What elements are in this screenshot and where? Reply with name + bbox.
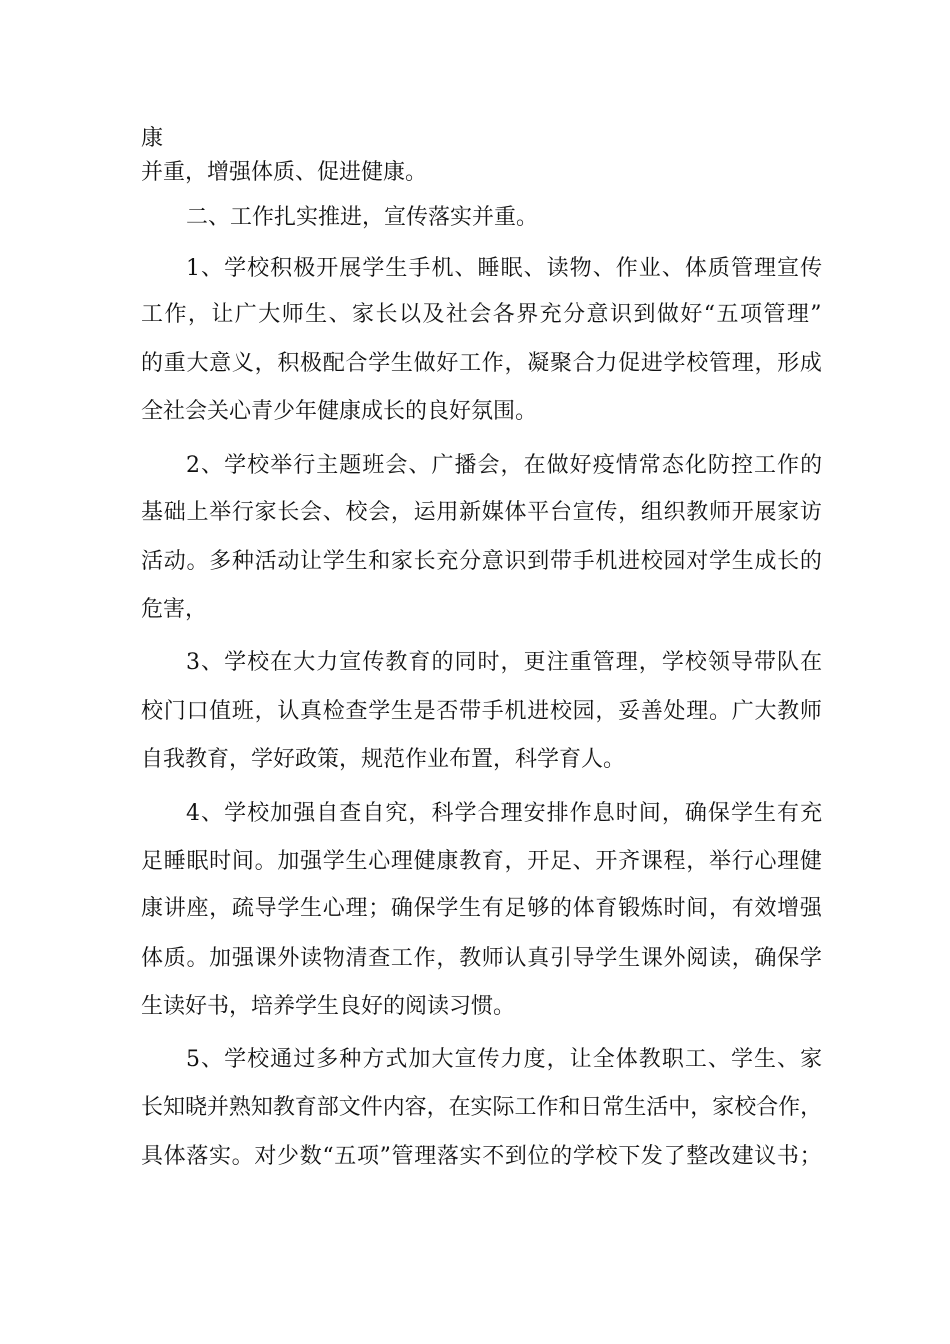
- paragraph-line: 具体落实。对少数“五项”管理落实不到位的学校下发了整改建议书；: [141, 1144, 823, 1169]
- paragraph-line: 全社会关心青少年健康成长的良好氛围。: [141, 399, 538, 424]
- section-heading: 二、工作扎实推进，宣传落实并重。: [186, 205, 539, 230]
- paragraph-line: 工作，让广大师生、家长以及社会各界充分意识到做好“五项管理”: [141, 302, 823, 327]
- paragraph-line: 2、学校举行主题班会、广播会，在做好疫情常态化防控工作的: [186, 453, 824, 478]
- paragraph-line: 生读好书，培养学生良好的阅读习惯。: [141, 994, 516, 1019]
- paragraph-line: 活动。多种活动让学生和家长充分意识到带手机进校园对学生成长的: [141, 549, 823, 574]
- paragraph-line: 康讲座，疏导学生心理；确保学生有足够的体育锻炼时间，有效增强: [141, 896, 823, 921]
- paragraph-line: 危害，: [141, 597, 208, 622]
- paragraph-line: 5、学校通过多种方式加大宣传力度，让全体教职工、学生、家: [186, 1047, 824, 1072]
- paragraph-line: 4、学校加强自查自究，科学合理安排作息时间，确保学生有充: [186, 801, 824, 826]
- text-line: 康: [141, 126, 164, 151]
- paragraph-line: 长知晓并熟知教育部文件内容，在实际工作和日常生活中，家校合作，: [141, 1095, 823, 1120]
- paragraph-line: 的重大意义，积极配合学生做好工作，凝聚合力促进学校管理，形成: [141, 351, 823, 376]
- paragraph-line: 体质。加强课外读物清查工作，教师认真引导学生课外阅读，确保学: [141, 946, 823, 971]
- paragraph-line: 基础上举行家长会、校会，运用新媒体平台宣传，组织教师开展家访: [141, 500, 823, 525]
- paragraph-line: 足睡眠时间。加强学生心理健康教育，开足、开齐课程，举行心理健: [141, 849, 823, 874]
- paragraph-line: 1、学校积极开展学生手机、睡眠、读物、作业、体质管理宣传: [186, 256, 824, 281]
- paragraph-line: 3、学校在大力宣传教育的同时，更注重管理，学校领导带队在: [186, 650, 824, 675]
- paragraph-line: 自我教育，学好政策，规范作业布置，科学育人。: [141, 747, 626, 772]
- text-line: 并重，增强体质、促进健康。: [141, 160, 428, 185]
- paragraph-line: 校门口值班，认真检查学生是否带手机进校园，妥善处理。广大教师: [141, 699, 823, 724]
